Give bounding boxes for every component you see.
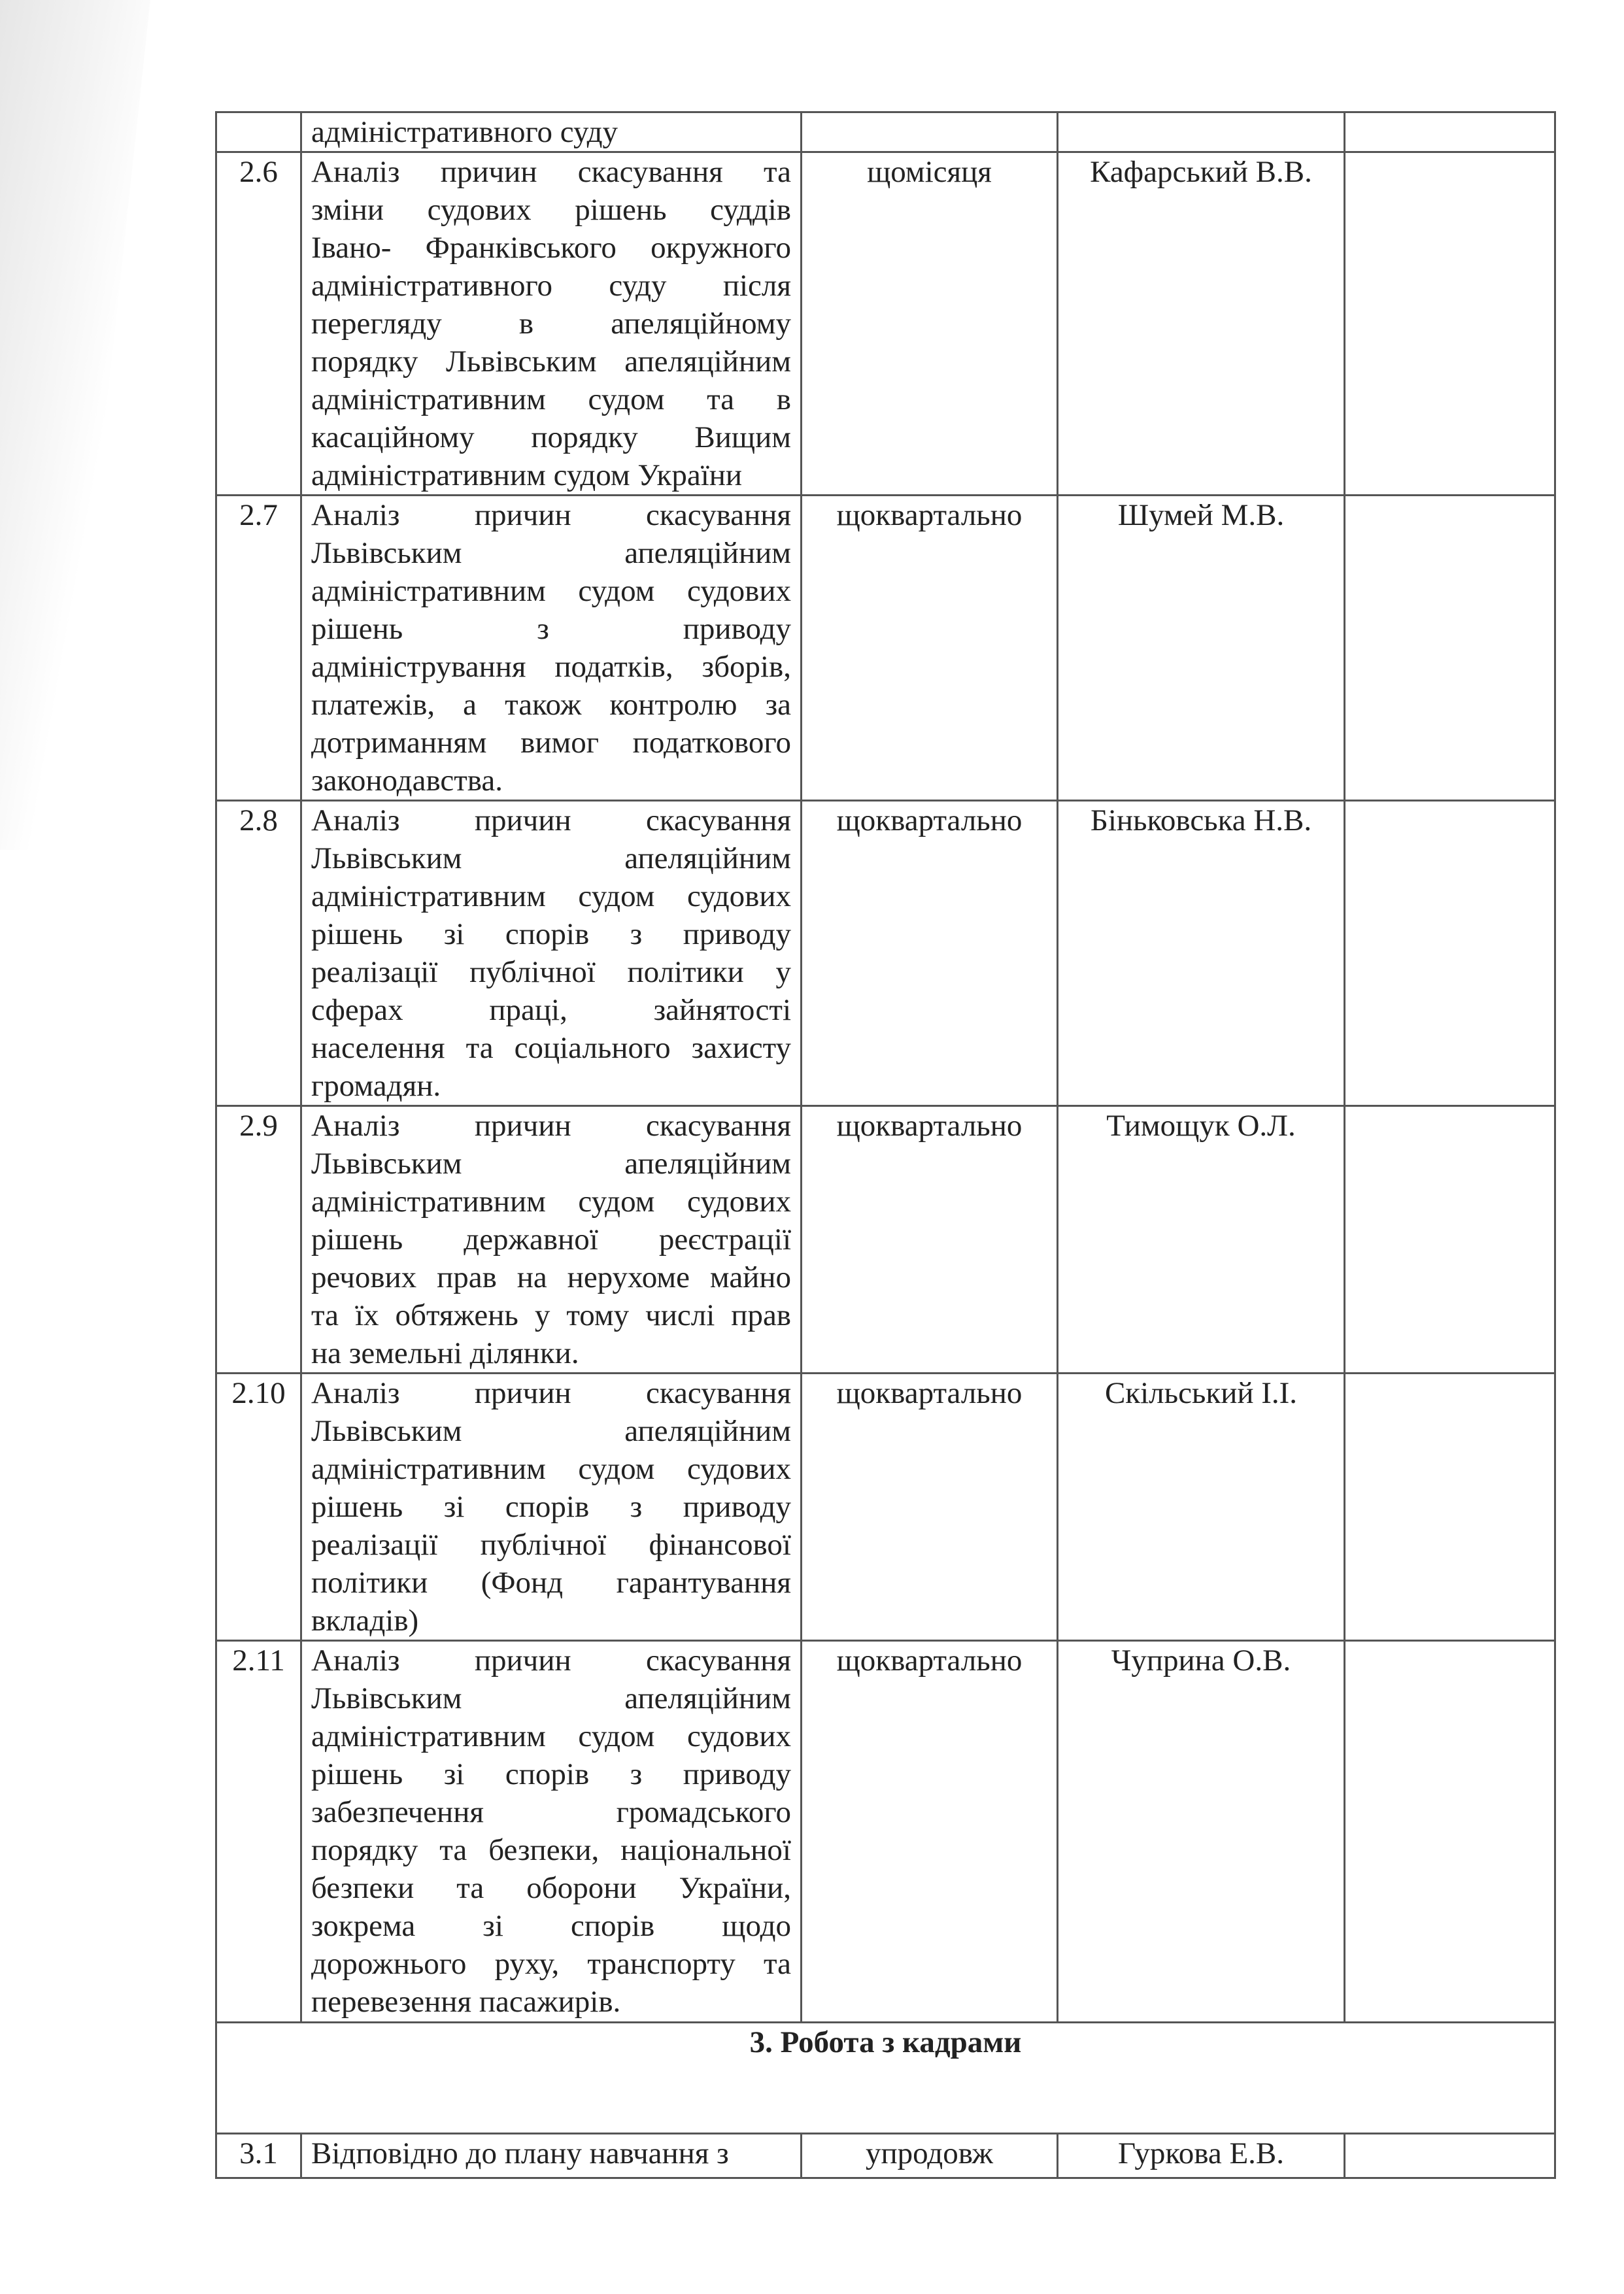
- description-line: Аналіз причин скасування: [311, 1376, 791, 1410]
- item-period: [802, 112, 1058, 152]
- description-line: адміністративним судом судових: [311, 1452, 791, 1486]
- description-line: рішень державної реєстрації: [311, 1223, 791, 1257]
- description-line: та їх обтяжень у тому числі прав: [311, 1298, 791, 1332]
- table-row: [216, 801, 1555, 1106]
- description-line: Львівським апеляційним: [311, 1414, 791, 1448]
- description-line: рішень зі спорів з приводу: [311, 1757, 791, 1791]
- description-line: Аналіз причин скасування: [311, 803, 791, 837]
- section-title: 3. Робота з кадрами: [216, 2023, 1555, 2134]
- item-description: [301, 112, 802, 152]
- item-responsible: Біньковська Н.В.: [1058, 801, 1345, 1106]
- item-responsible: Тимощук О.Л.: [1058, 1106, 1345, 1374]
- item-period: щомісяця: [802, 152, 1058, 496]
- table-row: [216, 1641, 1555, 2023]
- table-row: [216, 112, 1555, 152]
- description-line: перегляду в апеляційному: [311, 307, 791, 341]
- description-line: адміністративним судом України: [311, 458, 743, 492]
- description-line: Аналіз причин скасування: [311, 1644, 791, 1678]
- item-description: [301, 1641, 802, 2023]
- item-description: [301, 152, 802, 496]
- description-line: забезпечення громадського: [311, 1795, 791, 1829]
- item-note: [1345, 1374, 1555, 1641]
- item-note: [1345, 1641, 1555, 2023]
- description-line: рішень зі спорів з приводу: [311, 917, 791, 951]
- item-responsible: [1058, 112, 1345, 152]
- description-line: громадян.: [311, 1069, 441, 1103]
- work-plan-table: [215, 111, 1556, 2179]
- description-line: Івано- Франківського окружного: [311, 231, 791, 265]
- item-number: 2.6: [216, 152, 301, 496]
- item-description: [301, 496, 802, 801]
- item-number: 3.1: [216, 2134, 301, 2178]
- item-number: 2.7: [216, 496, 301, 801]
- item-description: [301, 1374, 802, 1641]
- description-line: Львівським апеляційним: [311, 841, 791, 875]
- item-period: щоквартально: [802, 1106, 1058, 1374]
- item-number: 2.10: [216, 1374, 301, 1641]
- item-period: щоквартально: [802, 1374, 1058, 1641]
- item-note: [1345, 801, 1555, 1106]
- description-line: зокрема зі спорів щодо: [311, 1909, 791, 1943]
- description-line: політики (Фонд гарантування: [311, 1566, 791, 1600]
- description-line: Львівським апеляційним: [311, 1147, 791, 1181]
- section-row: [216, 2023, 1555, 2134]
- item-note: [1345, 1106, 1555, 1374]
- item-note: [1345, 112, 1555, 152]
- description-line: адміністративним судом судових: [311, 879, 791, 913]
- description-line: адміністративного суду після: [311, 269, 791, 303]
- description-line: дотриманням вимог податкового: [311, 726, 791, 760]
- item-period: щоквартально: [802, 801, 1058, 1106]
- item-responsible: Чуприна О.В.: [1058, 1641, 1345, 2023]
- description-line: перевезення пасажирів.: [311, 1985, 621, 2019]
- item-number: 2.9: [216, 1106, 301, 1374]
- item-period: щоквартально: [802, 496, 1058, 801]
- description-line: речових прав на нерухоме майно: [311, 1260, 791, 1294]
- table-row: [216, 152, 1555, 496]
- description-line: рішень з приводу: [311, 612, 791, 646]
- description-line: на земельні ділянки.: [311, 1336, 579, 1370]
- description-line: реалізації публічної політики у: [311, 955, 791, 989]
- item-responsible: Кафарський В.В.: [1058, 152, 1345, 496]
- item-note: [1345, 496, 1555, 801]
- description-line: дорожнього руху, транспорту та: [311, 1947, 791, 1981]
- item-responsible: Гуркова Е.В.: [1058, 2134, 1345, 2178]
- description-line: порядку Львівським апеляційним: [311, 345, 791, 379]
- description-line: сферах праці, зайнятості: [311, 993, 791, 1027]
- scan-page-edge: [0, 0, 150, 850]
- description-line: адміністративного суду: [311, 115, 618, 149]
- table-row: [216, 1374, 1555, 1641]
- description-line: Аналіз причин скасування: [311, 1109, 791, 1143]
- item-responsible: Шумей М.В.: [1058, 496, 1345, 801]
- description-line: населення та соціального захисту: [311, 1031, 791, 1065]
- description-line: реалізації публічної фінансової: [311, 1528, 791, 1562]
- description-line: касаційному порядку Вищим: [311, 420, 791, 454]
- item-number: 2.8: [216, 801, 301, 1106]
- item-note: [1345, 152, 1555, 496]
- table-row: [216, 2134, 1555, 2178]
- item-description: [301, 801, 802, 1106]
- description-line: вкладів): [311, 1604, 419, 1638]
- item-description: [301, 1106, 802, 1374]
- description-line: платежів, а також контролю за: [311, 688, 791, 722]
- description-line: Аналіз причин скасування: [311, 498, 791, 532]
- item-period: упродовж: [802, 2134, 1058, 2178]
- item-number: 2.11: [216, 1641, 301, 2023]
- description-line: адміністративним судом судових: [311, 574, 791, 608]
- description-line: адміністративним судом судових: [311, 1719, 791, 1753]
- item-responsible: Скільський І.І.: [1058, 1374, 1345, 1641]
- description-line: зміни судових рішень суддів: [311, 193, 791, 227]
- item-note: [1345, 2134, 1555, 2178]
- description-line: Львівським апеляційним: [311, 536, 791, 570]
- description-line: адміністративним судом судових: [311, 1185, 791, 1219]
- description-line: законодавства.: [311, 764, 503, 798]
- description-line: Аналіз причин скасування та: [311, 155, 791, 189]
- item-description: [301, 2134, 802, 2178]
- description-line: Відповідно до плану навчання з: [311, 2136, 729, 2170]
- description-line: рішень зі спорів з приводу: [311, 1490, 791, 1524]
- description-line: порядку та безпеки, національної: [311, 1833, 791, 1867]
- table-row: [216, 496, 1555, 801]
- description-line: адміністративним судом та в: [311, 382, 791, 416]
- item-number: [216, 112, 301, 152]
- description-line: адміністрування податків, зборів,: [311, 650, 791, 684]
- table-row: [216, 1106, 1555, 1374]
- item-period: щоквартально: [802, 1641, 1058, 2023]
- description-line: безпеки та оборони України,: [311, 1871, 791, 1905]
- description-line: Львівським апеляційним: [311, 1681, 791, 1715]
